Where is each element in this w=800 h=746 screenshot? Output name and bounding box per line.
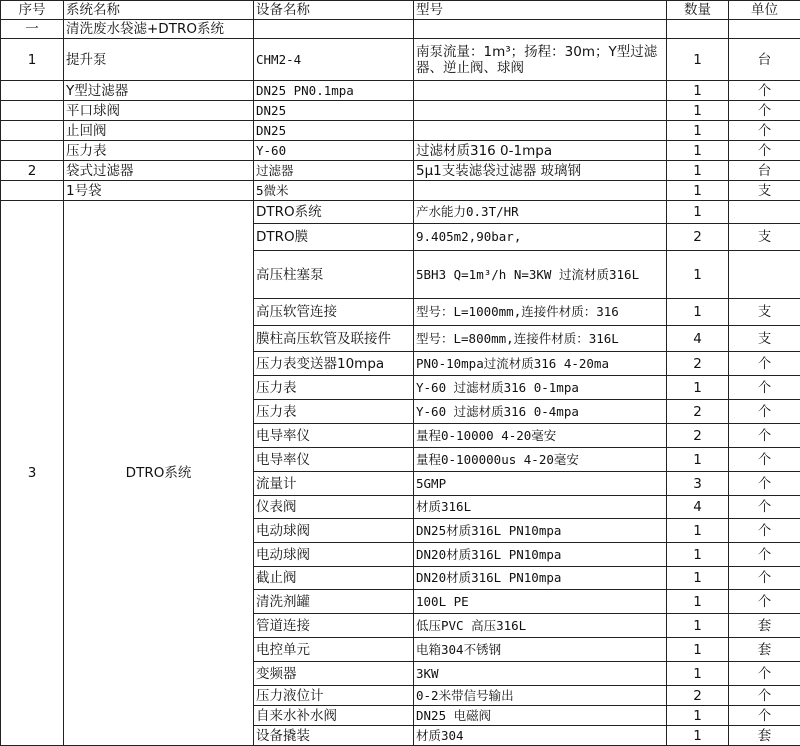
cell-unit: 个: [729, 662, 800, 686]
cell-model: 3KW: [414, 662, 667, 686]
header-system: 系统名称: [64, 1, 254, 20]
cell-seq: [1, 141, 64, 161]
cell-unit: 个: [729, 376, 800, 400]
cell-unit: 支: [729, 299, 800, 326]
cell-model: 5BH3 Q=1m³/h N=3KW 过流材质316L: [414, 251, 667, 299]
cell-unit: 个: [729, 686, 800, 706]
cell-device: [254, 20, 414, 39]
cell-unit: 个: [729, 448, 800, 472]
cell-device: 压力液位计: [254, 686, 414, 706]
cell-device: 仪表阀: [254, 496, 414, 519]
cell-qty: 1: [667, 141, 729, 161]
cell-qty: 2: [667, 686, 729, 706]
header-model: 型号: [414, 1, 667, 20]
cell-qty: 1: [667, 201, 729, 224]
cell-device: DTRO系统: [254, 201, 414, 224]
header-row: [1, 1, 800, 20]
cell-model: 9.405m2,90bar,: [414, 224, 667, 251]
cell-device: 电动球阀: [254, 519, 414, 543]
cell-device: 截止阀: [254, 567, 414, 590]
table-row: [1, 181, 800, 201]
cell-unit: 个: [729, 121, 800, 141]
cell-device: 压力表变送器10mpa: [254, 352, 414, 376]
cell-qty: 1: [667, 181, 729, 201]
cell-system: 1号袋: [64, 181, 254, 201]
header-qty: 数量: [667, 1, 729, 20]
cell-device: 流量计: [254, 472, 414, 496]
cell-qty: 2: [667, 424, 729, 448]
cell-qty: 4: [667, 326, 729, 352]
cell-model: Y-60 过滤材质316 0-1mpa: [414, 376, 667, 400]
table-row: [1, 39, 800, 81]
cell-system: 清洗废水袋滤+DTRO系统: [64, 20, 254, 39]
cell-device: 电控单元: [254, 638, 414, 662]
cell-device: 压力表: [254, 400, 414, 424]
cell-qty: 2: [667, 224, 729, 251]
cell-model: 材质304: [414, 726, 667, 746]
cell-unit: 个: [729, 496, 800, 519]
cell-unit: 支: [729, 181, 800, 201]
cell-model: 型号：L=800mm,连接件材质：316L: [414, 326, 667, 352]
cell-unit: 个: [729, 590, 800, 614]
cell-unit: 个: [729, 567, 800, 590]
cell-unit: 个: [729, 543, 800, 567]
cell-unit: 个: [729, 424, 800, 448]
cell-model: Y-60 过滤材质316 0-4mpa: [414, 400, 667, 424]
cell-model: [414, 20, 667, 39]
cell-device: DN25 PN0.1mpa: [254, 81, 414, 101]
cell-model: DN20材质316L PN10mpa: [414, 567, 667, 590]
cell-qty: 2: [667, 352, 729, 376]
cell-qty: 4: [667, 496, 729, 519]
cell-model: 低压PVC 高压316L: [414, 614, 667, 638]
cell-qty: 1: [667, 726, 729, 746]
cell-unit: 支: [729, 224, 800, 251]
cell-qty: 1: [667, 567, 729, 590]
cell-device: CHM2-4: [254, 39, 414, 81]
cell-qty: 1: [667, 376, 729, 400]
cell-model: [414, 181, 667, 201]
cell-device: 自来水补水阀: [254, 706, 414, 726]
cell-qty: 1: [667, 121, 729, 141]
cell-qty: 1: [667, 543, 729, 567]
cell-qty: 1: [667, 251, 729, 299]
cell-model: DN20材质316L PN10mpa: [414, 543, 667, 567]
cell-unit: 套: [729, 614, 800, 638]
cell-qty: 1: [667, 590, 729, 614]
cell-qty: 1: [667, 706, 729, 726]
header-unit: 单位: [729, 1, 800, 20]
table-row: [1, 81, 800, 101]
cell-device: 过滤器: [254, 161, 414, 181]
cell-unit: [729, 251, 800, 299]
table-row: [1, 201, 800, 224]
cell-device: DTRO膜: [254, 224, 414, 251]
header-seq: 序号: [1, 1, 64, 20]
cell-device: DN25: [254, 121, 414, 141]
cell-unit: 台: [729, 161, 800, 181]
cell-model: DN25 电磁阀: [414, 706, 667, 726]
cell-seq: [1, 121, 64, 141]
table-row: [1, 141, 800, 161]
cell-qty: 3: [667, 472, 729, 496]
table-row: [1, 101, 800, 121]
cell-model: DN25材质316L PN10mpa: [414, 519, 667, 543]
cell-qty: 1: [667, 101, 729, 121]
cell-device: 管道连接: [254, 614, 414, 638]
cell-device: 清洗剂罐: [254, 590, 414, 614]
cell-unit: [729, 201, 800, 224]
cell-unit: 个: [729, 352, 800, 376]
cell-model: 产水能力0.3T/HR: [414, 201, 667, 224]
cell-unit: 个: [729, 81, 800, 101]
cell-device: 电动球阀: [254, 543, 414, 567]
cell-model: PN0-10mpa过流材质316 4-20ma: [414, 352, 667, 376]
cell-unit: 个: [729, 141, 800, 161]
cell-model: 5μ1支装滤袋过滤器 玻璃钢: [414, 161, 667, 181]
cell-unit: 个: [729, 706, 800, 726]
table-row: [1, 20, 800, 39]
cell-system: 压力表: [64, 141, 254, 161]
table-row: [1, 121, 800, 141]
cell-unit: 个: [729, 400, 800, 424]
cell-model: 南泵流量：1m³；扬程：30m；Y型过滤器、逆止阀、球阀: [414, 39, 667, 81]
cell-device: 5微米: [254, 181, 414, 201]
cell-device: 电导率仪: [254, 448, 414, 472]
cell-seq: [1, 181, 64, 201]
cell-device: 设备撬装: [254, 726, 414, 746]
cell-model: 量程0-100000us 4-20毫安: [414, 448, 667, 472]
cell-model: 电箱304不锈钢: [414, 638, 667, 662]
cell-qty: [667, 20, 729, 39]
header-device: 设备名称: [254, 1, 414, 20]
cell-unit: [729, 20, 800, 39]
cell-device: 高压软管连接: [254, 299, 414, 326]
cell-qty: 1: [667, 161, 729, 181]
cell-model: [414, 81, 667, 101]
cell-seq: [1, 101, 64, 121]
cell-unit: 支: [729, 326, 800, 352]
cell-system: Y型过滤器: [64, 81, 254, 101]
cell-device: 压力表: [254, 376, 414, 400]
cell-qty: 1: [667, 614, 729, 638]
cell-model: 型号：L=1000mm,连接件材质：316: [414, 299, 667, 326]
cell-seq: [1, 81, 64, 101]
cell-system: 平口球阀: [64, 101, 254, 121]
cell-unit: 套: [729, 638, 800, 662]
cell-device: Y-60: [254, 141, 414, 161]
cell-model: [414, 101, 667, 121]
cell-qty: 1: [667, 39, 729, 81]
cell-qty: 1: [667, 81, 729, 101]
cell-qty: 1: [667, 638, 729, 662]
cell-device: DN25: [254, 101, 414, 121]
cell-device: 电导率仪: [254, 424, 414, 448]
table-row: [1, 161, 800, 181]
group-system: DTRO系统: [64, 201, 254, 746]
cell-qty: 1: [667, 662, 729, 686]
cell-qty: 1: [667, 299, 729, 326]
cell-qty: 1: [667, 519, 729, 543]
cell-model: 过滤材质316 0-1mpa: [414, 141, 667, 161]
cell-device: 变频器: [254, 662, 414, 686]
cell-system: 提升泵: [64, 39, 254, 81]
cell-model: 0-2米带信号输出: [414, 686, 667, 706]
cell-qty: 2: [667, 400, 729, 424]
cell-seq: 1: [1, 39, 64, 81]
cell-qty: 1: [667, 448, 729, 472]
cell-model: 材质316L: [414, 496, 667, 519]
cell-model: [414, 121, 667, 141]
cell-system: 袋式过滤器: [64, 161, 254, 181]
cell-seq: 一: [1, 20, 64, 39]
cell-model: 量程0-10000 4-20毫安: [414, 424, 667, 448]
cell-unit: 个: [729, 519, 800, 543]
cell-system: 止回阀: [64, 121, 254, 141]
cell-unit: 台: [729, 39, 800, 81]
cell-unit: 套: [729, 726, 800, 746]
cell-device: 高压柱塞泵: [254, 251, 414, 299]
group-seq: 3: [1, 201, 64, 746]
cell-unit: 个: [729, 101, 800, 121]
cell-seq: 2: [1, 161, 64, 181]
cell-model: 5GMP: [414, 472, 667, 496]
cell-unit: 个: [729, 472, 800, 496]
cell-model: 100L PE: [414, 590, 667, 614]
cell-device: 膜柱高压软管及联接件: [254, 326, 414, 352]
